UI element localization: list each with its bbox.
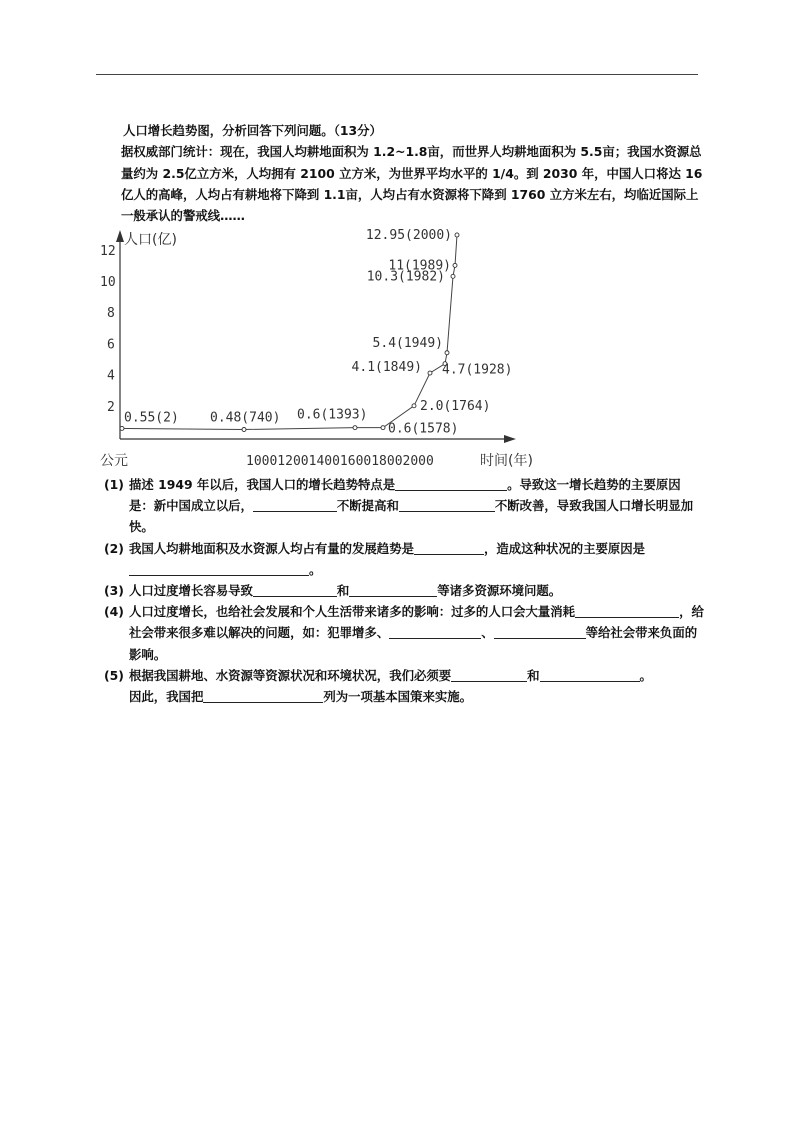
data-point <box>242 428 246 432</box>
origin-label: 公元 <box>100 453 128 469</box>
y-tick-label: 8 <box>107 306 115 322</box>
answer-blank-1c[interactable] <box>399 497 495 512</box>
y-axis-label: 人口(亿) <box>124 232 177 248</box>
data-label: 10.3(1982) <box>366 269 445 285</box>
answer-blank-1a[interactable] <box>395 476 507 491</box>
data-label: 0.55(2) <box>124 410 179 426</box>
x-axis-label: 时间(年) <box>480 453 533 469</box>
data-point <box>451 274 455 278</box>
question-2: (2) 我国人均耕地面积及水资源人均占有量的发展趋势是 ，造成这种状况的主要原因是。 <box>104 540 646 577</box>
data-label: 11(1989) <box>388 258 451 274</box>
data-label: 0.48(740) <box>210 410 281 426</box>
data-label: 0.6(1393) <box>297 407 368 423</box>
data-label: 5.4(1949) <box>372 335 443 351</box>
data-point <box>412 404 416 408</box>
answer-blank-5c[interactable] <box>203 688 323 703</box>
y-tick-label: 4 <box>107 368 115 384</box>
answer-blank-5b[interactable] <box>540 667 640 682</box>
x-axis-arrow <box>504 435 516 443</box>
y-tick-label: 10 <box>100 275 116 290</box>
y-tick-label: 12 <box>100 243 116 259</box>
intro-title: 人口增长趋势图，分析回答下列问题。（13分） <box>123 123 382 138</box>
data-point <box>455 233 459 237</box>
answer-blank-5a[interactable] <box>451 667 527 682</box>
question-4: (4) 人口过度增长，也给社会发展和个人生活带来诸多的影响：过多的人口会大量消耗 ，给社会带来很多难以解决的问题，如：犯罪增多、 、 等给社会带来负面的影响。 <box>104 604 704 662</box>
data-point <box>120 426 124 430</box>
intro-paragraph: 据权威部门统计：现在，我国人均耕地面积为 1.2~1.8亩，而世界人均耕地面积为 5.5亩；我国水资源总量约为 2.5亿立方米，人均拥有 2100 立方米，为世界平均水平的 1/4。到 2030 年，中国人口将达 16亿人的高峰，人均占有耕地将下降到 1.1亩，人均占有水资源将下降到 1760 立方米左右，均临近国际上一般承认的警戒线…… <box>121 144 703 224</box>
answer-blank-1b[interactable] <box>253 497 337 512</box>
data-label: 0.6(1578) <box>388 421 459 437</box>
data-label: 12.95(2000) <box>365 227 452 243</box>
answer-blank-4c[interactable] <box>494 624 586 639</box>
answer-blank-2b[interactable] <box>129 561 309 576</box>
y-tick-label: 2 <box>107 399 115 415</box>
population-chart <box>100 224 560 472</box>
intro-text <box>123 120 703 226</box>
question-1: (1) 描述 1949 年以后，我国人口的增长趋势特点是 。导致这一增长趋势的主要原因是：新中国成立以后， 不断提高和 不断改善，导致我国人口增长明显加快。 <box>104 477 694 535</box>
data-label: 2.0(1764) <box>420 398 491 414</box>
answer-blank-2a[interactable] <box>414 540 484 555</box>
data-point <box>453 263 457 267</box>
data-point <box>353 426 357 430</box>
data-label: 4.7(1928) <box>442 362 513 378</box>
data-label: 4.1(1849) <box>351 360 422 376</box>
x-tick-labels: 100012001400160018002000 <box>246 454 434 469</box>
questions <box>104 474 704 707</box>
data-point <box>445 351 449 355</box>
header-rule <box>96 74 698 75</box>
y-tick-label: 6 <box>107 337 115 353</box>
answer-blank-4b[interactable] <box>389 624 481 639</box>
data-point <box>381 426 385 430</box>
y-axis-arrow <box>116 230 124 242</box>
answer-blank-3a[interactable] <box>253 582 337 597</box>
data-point <box>428 371 432 375</box>
answer-blank-3b[interactable] <box>349 582 437 597</box>
question-3: (3) 人口过度增长容易导致 和 等诸多资源环境问题。 <box>104 583 562 599</box>
question-5: (5) 根据我国耕地、水资源等资源状况和环境状况，我们必须要 和 。 因此，我国把 列为一项基本国策来实施。 <box>104 667 652 705</box>
answer-blank-4a[interactable] <box>575 603 679 618</box>
